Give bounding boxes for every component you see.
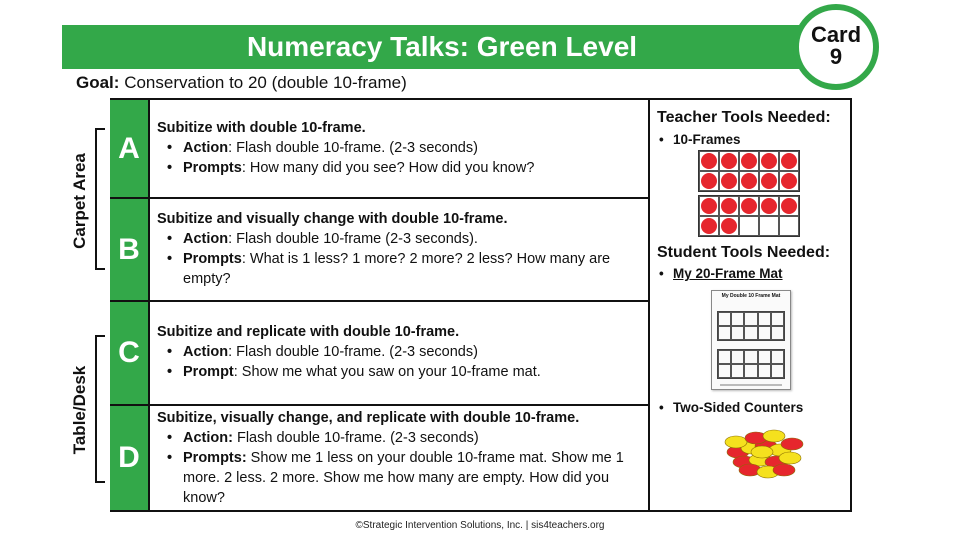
- counter-dot: [779, 151, 799, 171]
- bullet-text: : Show me what you saw on your 10-frame mat.: [233, 364, 541, 380]
- card-badge: [793, 4, 879, 90]
- row-letter-c: C: [110, 302, 150, 404]
- row-letter-b: B: [110, 199, 150, 300]
- activity-row-a: [110, 100, 650, 199]
- row-letter-d: D: [110, 406, 150, 510]
- goal-label: Goal:: [76, 73, 120, 92]
- student-tool-item: • My 20-Frame Mat: [659, 266, 783, 281]
- student-tools-heading: Student Tools Needed:: [657, 244, 831, 261]
- counter-dot: [759, 151, 779, 171]
- two-sided-counters-image: [716, 422, 806, 482]
- counter-dot: [719, 171, 739, 191]
- counter-dot: [719, 196, 739, 216]
- counter-chip: [751, 446, 773, 458]
- counter-dot: [699, 216, 719, 236]
- copyright-footer: ©Strategic Intervention Solutions, Inc. | sis4teachers.org: [355, 520, 605, 531]
- bullet-text: : What is 1 less? 1 more? 2 more? 2 less? How many are empty?: [183, 251, 611, 287]
- teacher-tool-item: • 10-Frames: [659, 132, 741, 147]
- bullet-action: [167, 342, 644, 362]
- card-number: 9: [829, 44, 843, 69]
- row-letter-a: A: [110, 100, 150, 197]
- counter-dot: [759, 196, 779, 216]
- twenty-frame-mat-image: [711, 290, 791, 390]
- card-label: Card: [810, 22, 862, 47]
- counter-dot: [699, 151, 719, 171]
- bullet-text: : How many did you see? How did you know?: [241, 160, 535, 176]
- empty-cell: [759, 216, 779, 236]
- counter-chip: [773, 464, 795, 476]
- bullet-label: Prompt: [183, 364, 234, 380]
- empty-cell: [779, 216, 799, 236]
- student-tool-item: • Two-Sided Counters: [659, 400, 804, 415]
- goal-text: Conservation to 20 (double 10-frame): [124, 73, 407, 92]
- ten-frame-top: [698, 150, 800, 192]
- counter-dot: [739, 196, 759, 216]
- counter-dot: [739, 171, 759, 191]
- counter-dot: [759, 171, 779, 191]
- bullet-action: [167, 229, 644, 249]
- bullet-label: Action:: [183, 430, 233, 446]
- carpet-area-label: Carpet Area: [70, 153, 89, 249]
- counter-chip: [763, 430, 785, 442]
- empty-cell: [739, 216, 759, 236]
- row-title-a: Subitize with double 10-frame.: [157, 120, 366, 136]
- bullet-text: Flash double 10-frame. (2-3 seconds): [232, 430, 479, 446]
- row-content-d: [157, 406, 644, 510]
- bullet-prompt: [167, 362, 644, 382]
- bullet-label: Prompts: [183, 160, 242, 176]
- bullet-text: : Flash double 10-frame. (2-3 seconds): [228, 140, 478, 156]
- row-content-c: [157, 302, 644, 404]
- counter-chip: [779, 452, 801, 464]
- bullet-label: Action: [183, 231, 229, 247]
- row-title-c: Subitize and replicate with double 10-frame.: [157, 324, 460, 340]
- teacher-tool-label: 10-Frames: [673, 132, 741, 147]
- bullet-label: Action: [183, 344, 229, 360]
- bullet-label: Prompts:: [183, 450, 247, 466]
- counter-dot: [699, 196, 719, 216]
- mat-title: My Double 10 Frame Mat: [721, 293, 781, 299]
- title-banner: [62, 25, 852, 69]
- tools-sidebar: [651, 100, 850, 510]
- student-tool-label: My 20-Frame Mat: [673, 266, 783, 281]
- bullet-prompts: [167, 249, 644, 289]
- ten-frame-bottom: [698, 195, 800, 237]
- mat-frame-bottom: [717, 349, 785, 379]
- row-bullets-c: [167, 342, 644, 382]
- bullet-text: : Flash double 10-frame (2-3 seconds).: [228, 231, 478, 247]
- mat-footer-line: [720, 384, 782, 386]
- row-title-d: Subitize, visually change, and replicate with double 10-frame.: [157, 410, 580, 426]
- counter-dot: [779, 171, 799, 191]
- bullet-prompts: [167, 158, 644, 178]
- counter-chip: [725, 436, 747, 448]
- table-bracket: [95, 335, 105, 483]
- row-title-b: Subitize and visually change with double 10-frame.: [157, 211, 508, 227]
- row-bullets-a: [167, 138, 644, 178]
- bullet-prompts: [167, 448, 644, 508]
- row-bullets-d: [167, 428, 644, 508]
- bullet-text: : Flash double 10-frame. (2-3 seconds): [228, 344, 478, 360]
- activity-row-b: [110, 199, 650, 302]
- row-content-b: [157, 199, 644, 300]
- activity-row-d: [110, 406, 650, 510]
- mat-frame-top: [717, 311, 785, 341]
- table-desk-label: Table/Desk: [70, 365, 89, 455]
- bullet-action: [167, 138, 644, 158]
- counter-dot: [699, 171, 719, 191]
- counter-dot: [779, 196, 799, 216]
- activity-row-c: [110, 302, 650, 406]
- counter-chip: [781, 438, 803, 450]
- row-bullets-b: [167, 229, 644, 289]
- student-tool-label: Two-Sided Counters: [673, 400, 804, 415]
- bullet-label: Prompts: [183, 251, 242, 267]
- goal-line: [76, 73, 407, 93]
- counter-dot: [719, 216, 739, 236]
- bullet-action: [167, 428, 644, 448]
- counter-dot: [739, 151, 759, 171]
- teacher-tools-heading: Teacher Tools Needed:: [657, 109, 831, 126]
- counter-dot: [719, 151, 739, 171]
- row-content-a: [157, 100, 644, 197]
- page-title: Numeracy Talks: Green Level: [246, 31, 638, 62]
- bullet-text: Show me 1 less on your double 10-frame mat. Show me 1 more. 2 less. 2 more. Show me how many are empty. How did you know?: [183, 450, 624, 506]
- bullet-label: Action: [183, 140, 229, 156]
- carpet-bracket: [95, 128, 105, 270]
